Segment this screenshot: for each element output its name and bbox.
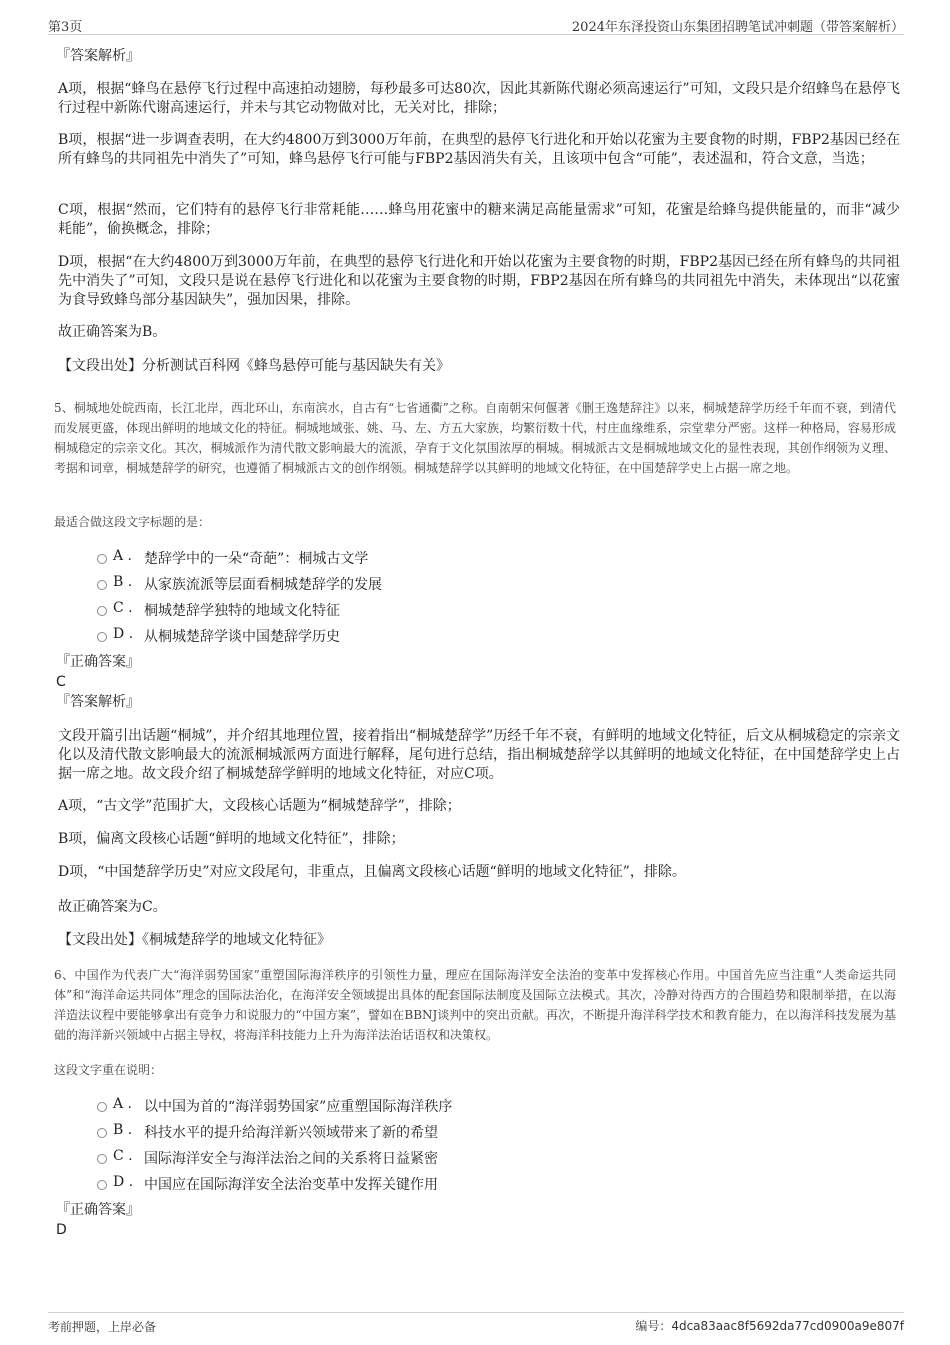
block1-conclusion xyxy=(58,323,900,342)
answer-label: 『正确答案』 xyxy=(56,1202,140,1218)
option-b[interactable]: B . 科技水平的提升给海洋新兴领域带来了新的希望 xyxy=(54,1118,896,1144)
conclusion: 故正确答案为C。 xyxy=(58,899,167,915)
option-d[interactable]: D . 中国应在国际海洋安全法治变革中发挥关键作用 xyxy=(54,1170,896,1196)
q5-para-d xyxy=(58,863,900,882)
analysis-paragraph: C项，根据“然而，它们特有的悬停飞行非常耗能……蜂鸟用花蜜中的糖来满足高能量需求”可知，花蜜是给蜂鸟提供能量的，而非“减少耗能”，偷换概念，排除； xyxy=(58,202,900,237)
radio-icon[interactable] xyxy=(97,606,107,616)
correct-answer: D xyxy=(56,1222,67,1238)
question-text: 5、桐城地处皖西南，长江北岸，西北环山，东南滨水，自古有“七省通衢”之称。自南朝宋何偃著《删王逸楚辞注》以来，桐城楚辞学历经千年而不衰，到清代而发展更盛，体现出鲜明的地域文化的特征。桐城地域张、姚、马、左、方五大家族，均繁衍数十代，村庄血缘维系，宗堂辈分严密。这样一种格局，容易形成桐城稳定的宗亲文化。其次，桐城派作为清代散文影响最大的流派，孕育于文化氛围浓厚的桐城。桐城派古文是桐城地域文化的显性表现，其创作纲领为义理、考据和词章，桐城楚辞学的研究，也遵循了桐城派古文的创作纲领。桐城楚辞学以其鲜明的地域文化特征，在中国楚辞学史上占据一席之地。 xyxy=(54,401,896,475)
question-5-prompt xyxy=(54,513,896,530)
option-d[interactable]: D . 从桐城楚辞学谈中国楚辞学历史 xyxy=(54,622,896,648)
question-6-answer xyxy=(56,1200,898,1240)
option-a[interactable]: A . 楚辞学中的一朵“奇葩”：桐城古文学 xyxy=(54,544,896,570)
analysis-label: 『答案解析』 xyxy=(56,694,140,710)
block1-para-c xyxy=(58,201,900,239)
q5-source xyxy=(58,931,900,950)
source-citation: 【文段出处】分析测试百科网《蜂鸟悬停可能与基因缺失有关》 xyxy=(58,358,450,374)
page-number: 第3页 xyxy=(48,20,83,35)
analysis-paragraph: D项，“中国楚辞学历史”对应文段尾句，非重点，且偏离文段核心话题“鲜明的地域文化特征”，排除。 xyxy=(58,864,686,880)
question-6-prompt xyxy=(54,1061,896,1078)
radio-icon[interactable] xyxy=(97,1128,107,1138)
radio-icon[interactable] xyxy=(97,1154,107,1164)
conclusion: 故正确答案为B。 xyxy=(58,324,167,340)
option-a[interactable]: A . 以中国为首的“海洋弱势国家”应重塑国际海洋秩序 xyxy=(54,1092,896,1118)
radio-icon[interactable] xyxy=(97,1102,107,1112)
radio-icon[interactable] xyxy=(97,632,107,642)
analysis-paragraph: 文段开篇引出话题“桐城”，并介绍其地理位置，接着指出“桐城楚辞学”历经千年不衰，有鲜明的地域文化特征，后文从桐城稳定的宗亲文化以及清代散文影响最大的流派桐城派两方面进行解释，尾句进行总结，指出桐城楚辞学以其鲜明的地域文化特征，在中国楚辞学史上占据一席之地。故文段介绍了桐城楚辞学鲜明的地域文化特征，对应C项。 xyxy=(58,728,900,782)
q5-para-b xyxy=(58,830,900,849)
question-prompt: 最适合做这段文字标题的是： xyxy=(54,515,211,529)
page-header xyxy=(48,14,904,35)
analysis-paragraph: A项，“古文学”范围扩大，文段核心话题为“桐城楚辞学”，排除； xyxy=(58,798,461,814)
footer-slogan: 考前押题，上岸必备 xyxy=(48,1320,157,1334)
radio-icon[interactable] xyxy=(97,580,107,590)
code-value: 4dca83aac8f5692da77cd0900a9e807f xyxy=(671,1319,904,1333)
analysis-label: 『答案解析』 xyxy=(56,48,140,64)
question-5-text xyxy=(54,398,896,478)
question-text: 6、中国作为代表广大“海洋弱势国家”重塑国际海洋秩序的引领性力量，理应在国际海洋安全法治的变革中发挥核心作用。中国首先应当注重“人类命运共同体”和“海洋命运共同体”理念的国际法治化，在海洋安全领域提出具体的配套国际法制度及国际立法模式。其次，冷静对待西方的合围趋势和限制举措，在以海洋造法议程中要能够拿出有竞争力和说服力的“中国方案”，譬如在BBNJ谈判中的突出贡献。再次，不断提升海洋科学技术和教育能力，在以海洋科技发展为基础的海洋新兴领域中占据主导权，将海洋科技能力上升为海洋法治话语权和决策权。 xyxy=(54,968,896,1042)
question-6-options xyxy=(54,1092,896,1196)
question-prompt: 这段文字重在说明： xyxy=(54,1063,163,1077)
correct-answer: C xyxy=(56,674,66,690)
option-b[interactable]: B . 从家族流派等层面看桐城楚辞学的发展 xyxy=(54,570,896,596)
code-label: 编号： xyxy=(635,1319,672,1333)
analysis-paragraph: B项，根据“进一步调查表明，在大约4800万到3000万年前，在典型的悬停飞行进化和开始以花蜜为主要食物的时期，FBP2基因已经在所有蜂鸟的共同祖先中消失了”可知，蜂鸟悬停飞行可能与FBP2基因消失有关，且该项中包含“可能”，表述温和，符合文意，当选； xyxy=(58,132,900,167)
q5-para-a xyxy=(58,797,900,816)
analysis-paragraph: B项，偏离文段核心话题“鲜明的地域文化特征”，排除； xyxy=(58,831,405,847)
radio-icon[interactable] xyxy=(97,554,107,564)
analysis-paragraph: D项，根据“在大约4800万到3000万年前，在典型的悬停飞行进化和开始以花蜜为主要食物的时期，FBP2基因已经在所有蜂鸟的共同祖先中消失了”可知，文段只是说在悬停飞行进化和以花蜜为主要食物的时期，FBP2基因在所有蜂鸟的共同祖先中消失，未体现出“以花蜜为食导致蜂鸟部分基因缺失”，强加因果，排除。 xyxy=(58,254,900,308)
page-footer xyxy=(48,1312,904,1335)
q5-conclusion xyxy=(58,898,900,917)
question-5-answer xyxy=(56,652,898,712)
block1-para-d xyxy=(58,253,900,310)
document-code xyxy=(635,1317,904,1334)
question-6-text xyxy=(54,965,896,1045)
block1-para-b xyxy=(58,131,900,169)
radio-icon[interactable] xyxy=(97,1180,107,1190)
source-citation: 【文段出处】《桐城楚辞学的地域文化特征》 xyxy=(58,932,331,948)
document-title: 2024年东泽投资山东集团招聘笔试冲刺题（带答案解析） xyxy=(571,20,904,35)
option-c[interactable]: C . 桐城楚辞学独特的地域文化特征 xyxy=(54,596,896,622)
answer-label: 『正确答案』 xyxy=(56,654,140,670)
block1-para-a xyxy=(58,80,900,118)
analysis-paragraph: A项，根据“蜂鸟在悬停飞行过程中高速拍动翅膀，每秒最多可达80次，因此其新陈代谢必须高速运行”可知，文段只是介绍蜂鸟在悬停飞行过程中新陈代谢高速运行，并未与其它动物做对比，无关对比，排除； xyxy=(58,81,900,116)
option-c[interactable]: C . 国际海洋安全与海洋法治之间的关系将日益紧密 xyxy=(54,1144,896,1170)
block1-analysis xyxy=(56,46,898,66)
question-5-options xyxy=(54,544,896,648)
q5-para-main xyxy=(58,727,900,784)
block1-source xyxy=(58,357,900,376)
